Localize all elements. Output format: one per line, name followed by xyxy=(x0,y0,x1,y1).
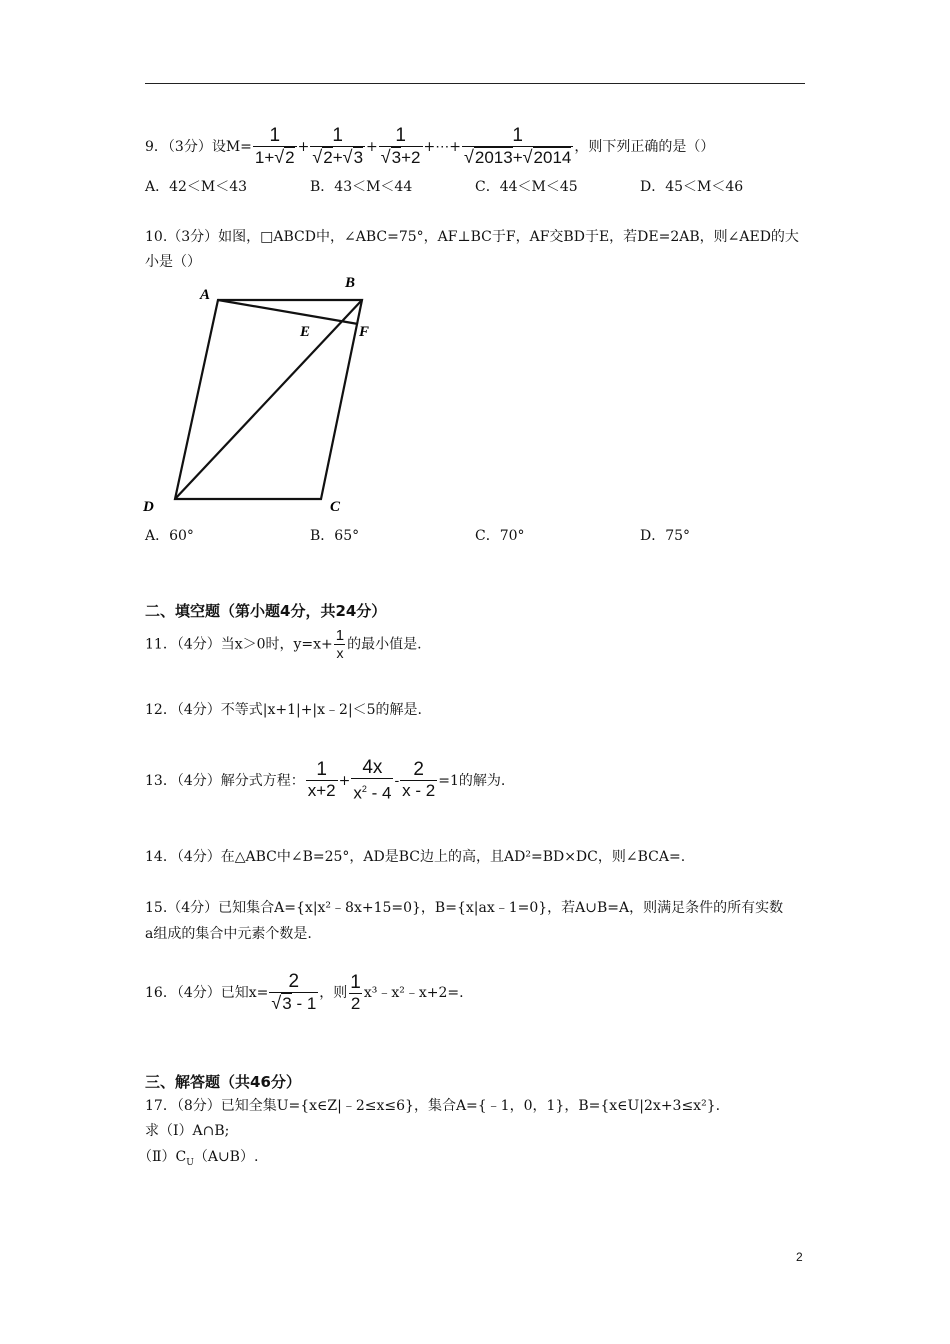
section-2-title: 二、填空题（第小题4分，共24分） xyxy=(145,602,387,620)
q16-frac-half: $\frac{1}{2}$ xyxy=(350,971,361,1013)
q11-frac: $\frac{1}{x}$ xyxy=(335,627,345,661)
q17-line2: 求（Ⅰ）A∩B; xyxy=(145,1123,230,1139)
question-13: 13．（4分）解分式方程： $\frac{1}{x+2}$ + $\frac{4x}{x^2 - 4}$ - $\frac{2}{x - 2}$ =1的解为. xyxy=(145,757,506,803)
q9-frac-3: $\frac{1}{√3+2}$ xyxy=(380,125,421,167)
q13-frac-1: $\frac{1}{x+2}$ xyxy=(307,759,336,801)
question-9: 9．（3分）设M= $\frac{1}{1+√2}$ + $\frac{1}{√2+√3}$ + $\frac{1}{√3+2}$ +⋯+ $\frac{1}{√2013+√2014}$ ，则下列正确的是（） xyxy=(145,125,715,167)
q15-line2: a组成的集合中元素个数是. xyxy=(145,926,312,942)
q9-suffix: ，则下列正确的是（） xyxy=(574,139,715,155)
q17-line3: $(Ⅱ)C_U(A\cup B)$. xyxy=(138,1149,259,1168)
q15-line1: 15.（4分）已知集合A={x|x²﹣8x+15=0}，B={x|ax﹣1=0}，若A∪B=A，则满足条件的所有实数 xyxy=(145,900,784,916)
label-d: D xyxy=(143,499,154,515)
q10-option-d: D．75° xyxy=(640,528,691,544)
q16-frac-x: $\frac{2}{√3 - 1}$ xyxy=(271,971,317,1013)
parallelogram-figure xyxy=(140,268,400,518)
segment-af xyxy=(218,300,358,324)
q9-option-d: D．45＜M＜46 xyxy=(640,179,744,195)
q13-frac-3: $\frac{2}{x - 2}$ xyxy=(402,759,436,801)
q9-frac-4: $\frac{1}{√2013+√2014}$ xyxy=(463,125,572,167)
q9-prefix: 9．（3分）设M= xyxy=(145,139,252,155)
label-b: B xyxy=(345,275,356,291)
q17-line1: 17．（8分）已知全集U={x∈Z|﹣2≤x≤6}，集合A={﹣1，0，1}，B={x∈U|2x+3≤x²}. xyxy=(145,1098,721,1114)
label-a: A xyxy=(200,287,211,303)
label-c: C xyxy=(330,499,341,515)
section-3-title: 三、解答题（共46分） xyxy=(145,1073,301,1091)
header-rule xyxy=(145,83,805,84)
q10-option-c: C．70° xyxy=(475,528,525,544)
q9-frac-2: $\frac{1}{√2+√3}$ xyxy=(312,125,364,167)
question-12: 12．（4分）不等式|x+1|+|x﹣2|＜5的解是. xyxy=(145,702,423,718)
q10-option-b: B．65° xyxy=(310,528,360,544)
q10-line1: 10.（3分）如图，□ABCD中，∠ABC=75°，AF⊥BC于F，AF交BD于E，若DE=2AB，则∠AED的大 xyxy=(145,229,799,245)
label-e: E xyxy=(300,324,311,340)
question-16: 16．（4分）已知x= $\frac{2}{√3 - 1}$ ，则 $\frac{1}{2}$ x³﹣x²﹣x+2=. xyxy=(145,971,464,1013)
q9-option-a: A．42＜M＜43 xyxy=(145,179,248,195)
q9-frac-1: $\frac{1}{1+√2}$ xyxy=(254,125,295,167)
q10-line2: 小是（） xyxy=(145,254,201,270)
page-number: 2 xyxy=(796,1250,803,1264)
q9-option-b: B．43＜M＜44 xyxy=(310,179,413,195)
q9-option-c: C．44＜M＜45 xyxy=(475,179,578,195)
q13-frac-2: $\frac{4x}{x^2 - 4}$ xyxy=(353,757,392,803)
question-14: 14．（4分）在△ABC中∠B=25°，AD是BC边上的高，且AD²=BD×DC，则∠BCA=. xyxy=(145,849,686,865)
q10-option-a: A．60° xyxy=(145,528,194,544)
question-11: 11．（4分）当x＞0时，y=x+ $\frac{1}{x}$ 的最小值是. xyxy=(145,627,422,661)
label-f: F xyxy=(359,324,370,340)
diagonal-bd xyxy=(175,300,362,499)
